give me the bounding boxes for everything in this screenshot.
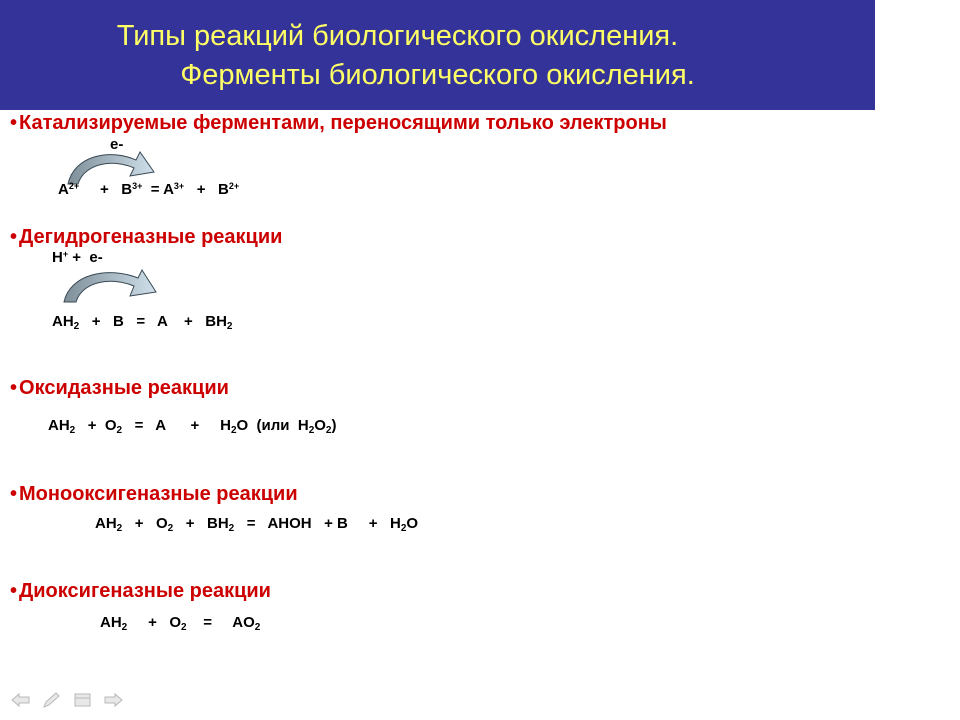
equation-dioxygenase: $AH_2$ + $O_2$ = $AO_2$	[100, 614, 261, 633]
section-title-dehydrogenase	[10, 226, 282, 249]
pen-icon[interactable]	[40, 690, 62, 710]
section-title-text: Дегидрогеназные реакции	[19, 226, 283, 248]
title-line-2: Ферменты биологического окисления.	[180, 59, 695, 91]
bullet: •	[10, 483, 18, 505]
title-line-1: Типы реакций биологического окисления.	[116, 20, 679, 52]
section-title-text: Диоксигеназные реакции	[19, 580, 271, 602]
section-title-text: Оксидазные реакции	[19, 377, 229, 399]
bullet: •	[10, 580, 18, 602]
bullet: •	[10, 377, 18, 399]
section-title-text: Катализируемые ферментами, переносящими только электроны	[19, 112, 667, 134]
section-title-text: Монооксигеназные реакции	[19, 483, 298, 505]
section-title-dioxygenase	[10, 580, 271, 603]
title-banner	[0, 0, 875, 110]
arrow-right-icon[interactable]	[102, 690, 124, 710]
curved-arrow-icon	[64, 146, 164, 186]
menu-icon[interactable]	[72, 690, 94, 710]
section-title-oxidase	[10, 377, 229, 400]
arrow-left-icon[interactable]	[10, 690, 32, 710]
bullet: •	[10, 112, 18, 134]
bullet: •	[10, 226, 18, 248]
equation-monooxygenase: $AH_2 + O_2 + BH_2$ = AHOH + B + $H_2O$	[95, 515, 419, 534]
proton-electron-label: H+ + e-	[52, 249, 103, 266]
electron-label: е-	[110, 136, 124, 153]
section-title-monooxygenase	[10, 483, 298, 506]
equation-electron-transfer: $A^{2+}$ + $B^{3+} = A^{3+}$ + $B^{2+}$	[58, 181, 240, 198]
equation-dehydrogenase: $AH_2 + B = A$ + $BH_2$	[52, 313, 233, 332]
equation-oxidase: $AH_2 + O_2 = A$ + $H_2O$ (или $H_2O_2$)	[48, 417, 337, 436]
curved-arrow-icon	[60, 266, 164, 306]
section-title-electron-transfer	[10, 112, 667, 135]
